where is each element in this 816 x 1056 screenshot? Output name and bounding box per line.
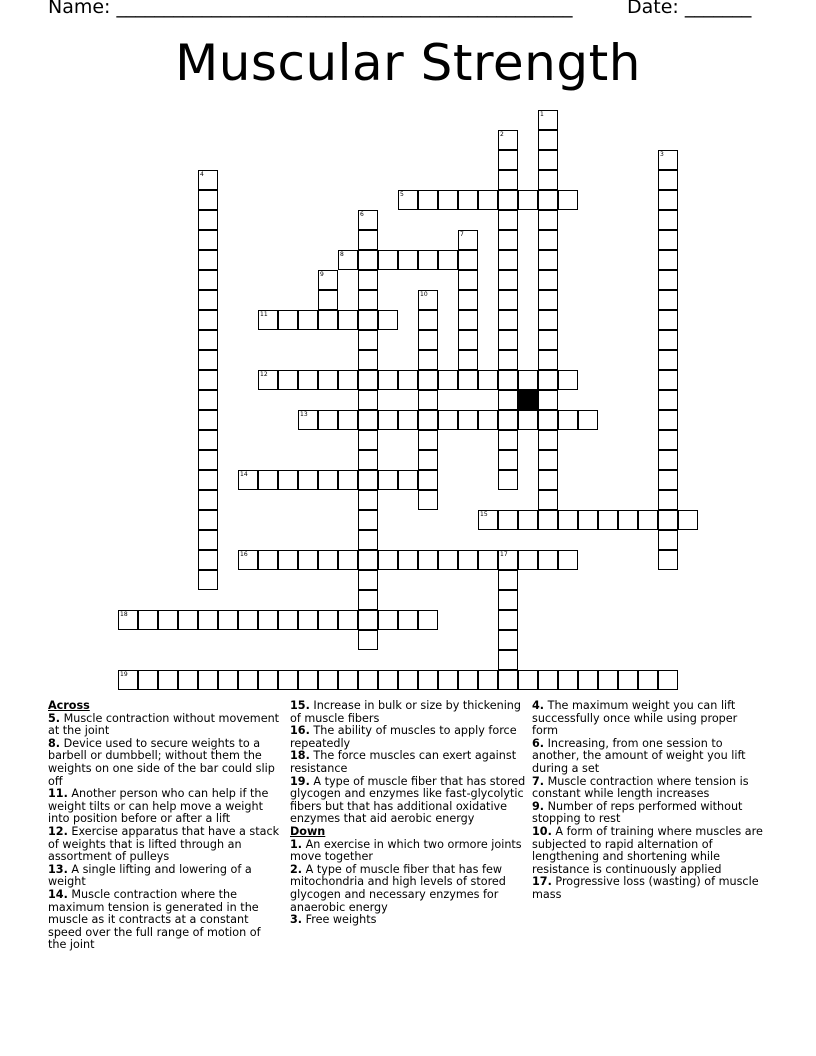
clue-number: 19	[120, 671, 128, 678]
down-clue-2: 2. A type of muscle fiber that has few mitochondria and high levels of stored glycogen and necessary enzymes for anaerobic energy	[290, 862, 506, 914]
grid-cell[interactable]	[198, 290, 218, 310]
grid-cell[interactable]	[298, 670, 318, 690]
grid-cell[interactable]	[518, 670, 538, 690]
grid-cell[interactable]	[358, 630, 378, 650]
across-heading: Across	[48, 699, 90, 712]
grid-cell[interactable]	[658, 190, 678, 210]
grid-cell[interactable]	[498, 310, 518, 330]
grid-cell[interactable]	[598, 670, 618, 690]
grid-cell[interactable]	[578, 510, 598, 530]
grid-cell[interactable]	[658, 250, 678, 270]
grid-cell[interactable]	[318, 370, 338, 390]
clue-number: 1	[540, 111, 544, 118]
grid-cell[interactable]	[498, 130, 518, 150]
grid-cell[interactable]	[498, 670, 518, 690]
grid-cell[interactable]	[198, 210, 218, 230]
grid-cell[interactable]	[558, 410, 578, 430]
grid-cell[interactable]	[418, 370, 438, 390]
grid-cell[interactable]	[498, 590, 518, 610]
clue-number: 16	[240, 551, 248, 558]
grid-cell[interactable]	[198, 410, 218, 430]
grid-cell[interactable]	[478, 370, 498, 390]
grid-cell[interactable]	[398, 670, 418, 690]
grid-cell[interactable]	[298, 550, 318, 570]
grid-cell[interactable]	[638, 510, 658, 530]
grid-cell[interactable]	[538, 250, 558, 270]
grid-cell[interactable]	[498, 350, 518, 370]
grid-cell[interactable]	[278, 370, 298, 390]
grid-cell[interactable]	[498, 630, 518, 650]
grid-cell[interactable]	[198, 610, 218, 630]
grid-cell[interactable]	[198, 670, 218, 690]
clue-number: 15	[480, 511, 488, 518]
grid-cell[interactable]	[658, 370, 678, 390]
grid-cell[interactable]	[658, 410, 678, 430]
grid-cell[interactable]	[498, 430, 518, 450]
grid-cell[interactable]	[318, 310, 338, 330]
down-clue-4: 4. The maximum weight you can lift successfully once while using proper form	[532, 699, 738, 738]
grid-cell[interactable]	[358, 350, 378, 370]
grid-cell[interactable]	[658, 150, 678, 170]
grid-cell[interactable]	[538, 130, 558, 150]
grid-cell[interactable]	[338, 470, 358, 490]
grid-cell[interactable]	[458, 350, 478, 370]
grid-cell[interactable]	[238, 670, 258, 690]
grid-cell[interactable]	[438, 190, 458, 210]
grid-cell[interactable]	[358, 430, 378, 450]
grid-cell[interactable]	[498, 230, 518, 250]
grid-cell[interactable]	[198, 470, 218, 490]
grid-cell[interactable]	[198, 190, 218, 210]
grid-cell[interactable]	[498, 270, 518, 290]
grid-cell[interactable]	[658, 310, 678, 330]
grid-cell[interactable]	[358, 390, 378, 410]
grid-cell[interactable]	[258, 610, 278, 630]
grid-cell[interactable]	[318, 470, 338, 490]
grid-cell[interactable]	[458, 190, 478, 210]
clue-number: 11	[260, 311, 268, 318]
grid-cell[interactable]	[418, 310, 438, 330]
grid-cell[interactable]	[358, 410, 378, 430]
grid-cell[interactable]	[158, 610, 178, 630]
grid-cell[interactable]	[358, 670, 378, 690]
grid-cell[interactable]	[498, 150, 518, 170]
grid-cell[interactable]	[658, 270, 678, 290]
grid-cell[interactable]	[478, 550, 498, 570]
grid-cell[interactable]	[198, 530, 218, 550]
clue-number: 6	[360, 211, 364, 218]
grid-cell[interactable]	[378, 250, 398, 270]
grid-cell[interactable]	[258, 470, 278, 490]
grid-cell[interactable]	[158, 670, 178, 690]
grid-cell[interactable]	[538, 310, 558, 330]
grid-cell[interactable]	[498, 370, 518, 390]
grid-cell[interactable]	[438, 410, 458, 430]
grid-cell[interactable]	[658, 330, 678, 350]
grid-cell[interactable]	[598, 510, 618, 530]
grid-cell[interactable]	[558, 550, 578, 570]
grid-cell[interactable]	[678, 510, 698, 530]
grid-cell[interactable]	[418, 330, 438, 350]
grid-cell[interactable]	[498, 190, 518, 210]
grid-cell[interactable]	[538, 370, 558, 390]
grid-cell[interactable]	[278, 310, 298, 330]
grid-cell[interactable]	[538, 470, 558, 490]
grid-cell[interactable]	[538, 150, 558, 170]
grid-cell[interactable]	[298, 310, 318, 330]
grid-cell[interactable]	[518, 550, 538, 570]
grid-cell[interactable]	[358, 510, 378, 530]
grid-cell[interactable]	[278, 550, 298, 570]
page-title: Muscular Strength	[175, 34, 641, 92]
grid-cell[interactable]	[298, 410, 318, 430]
across-clue-15: 15. Increase in bulk or size by thickening of muscle fibers	[290, 699, 521, 725]
grid-cell[interactable]	[518, 410, 538, 430]
grid-cell[interactable]	[398, 610, 418, 630]
clue-number: 2	[500, 131, 504, 138]
grid-cell[interactable]	[658, 530, 678, 550]
grid-cell[interactable]	[538, 670, 558, 690]
grid-cell[interactable]	[318, 290, 338, 310]
grid-cell[interactable]	[458, 370, 478, 390]
down-clue-17: 17. Progressive loss (wasting) of muscle mass	[532, 875, 759, 901]
grid-cell[interactable]	[538, 270, 558, 290]
grid-cell[interactable]	[338, 370, 358, 390]
grid-cell[interactable]	[578, 410, 598, 430]
grid-cell[interactable]	[338, 610, 358, 630]
grid-cell[interactable]	[458, 550, 478, 570]
grid-cell[interactable]	[538, 450, 558, 470]
grid-cell[interactable]	[198, 350, 218, 370]
grid-cell[interactable]	[258, 370, 278, 390]
grid-cell[interactable]	[438, 250, 458, 270]
grid-cell[interactable]	[298, 370, 318, 390]
grid-cell[interactable]	[458, 270, 478, 290]
across-clue-18: 18. The force muscles can exert against resistance	[290, 749, 517, 775]
grid-cell[interactable]	[298, 610, 318, 630]
clue-number: 9	[320, 271, 324, 278]
clue-number: 17	[500, 551, 508, 558]
grid-cell[interactable]	[238, 470, 258, 490]
grid-cell[interactable]	[358, 590, 378, 610]
grid-cell[interactable]	[538, 390, 558, 410]
grid-cell[interactable]	[358, 210, 378, 230]
grid-cell[interactable]	[198, 310, 218, 330]
grid-cell[interactable]	[358, 450, 378, 470]
clues-column-1	[48, 700, 280, 952]
grid-cell[interactable]	[618, 670, 638, 690]
grid-cell[interactable]	[378, 550, 398, 570]
grid-cell[interactable]	[198, 550, 218, 570]
grid-cell[interactable]	[498, 330, 518, 350]
grid-cell[interactable]	[498, 550, 518, 570]
grid-cell[interactable]	[198, 510, 218, 530]
down-clue-10: 10. A form of training where muscles are subjected to rapid alternation of lengthening and shortening while resistance is continuously applied	[532, 824, 763, 876]
grid-cell[interactable]	[358, 530, 378, 550]
grid-cell[interactable]	[178, 670, 198, 690]
grid-cell[interactable]	[498, 650, 518, 670]
grid-cell[interactable]	[418, 550, 438, 570]
grid-cell[interactable]	[198, 270, 218, 290]
grid-cell[interactable]	[458, 410, 478, 430]
grid-cell[interactable]	[458, 250, 478, 270]
grid-cell[interactable]	[478, 670, 498, 690]
grid-cell[interactable]	[658, 450, 678, 470]
grid-cell[interactable]	[358, 270, 378, 290]
grid-cell[interactable]	[218, 670, 238, 690]
grid-cell[interactable]	[358, 230, 378, 250]
grid-cell[interactable]	[198, 250, 218, 270]
grid-cell[interactable]	[478, 410, 498, 430]
grid-cell[interactable]	[458, 670, 478, 690]
grid-cell[interactable]	[418, 430, 438, 450]
grid-cell[interactable]	[258, 670, 278, 690]
grid-cell[interactable]	[318, 670, 338, 690]
grid-cell[interactable]	[218, 610, 238, 630]
grid-cell[interactable]	[398, 190, 418, 210]
clue-number: 18	[120, 611, 128, 618]
grid-cell[interactable]	[118, 610, 138, 630]
grid-cell[interactable]	[358, 250, 378, 270]
grid-cell[interactable]	[658, 430, 678, 450]
grid-cell[interactable]	[658, 490, 678, 510]
clue-number: 5	[400, 191, 404, 198]
grid-cell[interactable]	[438, 370, 458, 390]
grid-cell[interactable]	[358, 550, 378, 570]
grid-cell[interactable]	[198, 170, 218, 190]
grid-cell[interactable]	[498, 170, 518, 190]
grid-cell[interactable]	[138, 670, 158, 690]
grid-cell[interactable]	[198, 570, 218, 590]
clues-column-3	[532, 700, 764, 902]
grid-cell[interactable]	[418, 350, 438, 370]
grid-cell[interactable]	[118, 670, 138, 690]
across-clue-11: 11. Another person who can help if the weight tilts or can help move a weight into position before or after a lift	[48, 787, 269, 826]
grid-cell[interactable]	[398, 550, 418, 570]
grid-cell[interactable]	[278, 610, 298, 630]
grid-cell[interactable]	[658, 290, 678, 310]
grid-cell[interactable]	[358, 370, 378, 390]
grid-cell[interactable]	[658, 390, 678, 410]
grid-cell[interactable]	[378, 370, 398, 390]
grid-cell[interactable]	[418, 390, 438, 410]
grid-cell[interactable]	[418, 490, 438, 510]
grid-cell[interactable]	[458, 230, 478, 250]
grid-cell[interactable]	[358, 490, 378, 510]
down-clue-6: 6. Increasing, from one session to another, the amount of weight you lift during a set	[532, 736, 746, 775]
grid-cell[interactable]	[658, 670, 678, 690]
clue-number: 12	[260, 371, 268, 378]
across-clue-13: 13. A single lifting and lowering of a weight	[48, 862, 252, 889]
grid-cell[interactable]	[498, 210, 518, 230]
grid-cell[interactable]	[658, 170, 678, 190]
grid-cell[interactable]	[478, 510, 498, 530]
grid-cell[interactable]	[538, 490, 558, 510]
grid-cell[interactable]	[538, 430, 558, 450]
grid-cell[interactable]	[418, 250, 438, 270]
grid-cell[interactable]	[478, 190, 498, 210]
grid-cell[interactable]	[498, 250, 518, 270]
grid-cell[interactable]	[498, 570, 518, 590]
grid-cell[interactable]	[398, 410, 418, 430]
clue-number: 4	[200, 171, 204, 178]
across-clue-16: 16. The ability of muscles to apply force repeatedly	[290, 724, 517, 750]
across-clue-19: 19. A type of muscle fiber that has stored glycogen and enzymes like fast-glycolytic fibers but that has additional oxidative enzymes that aid aerobic energy	[290, 774, 526, 826]
grid-cell[interactable]	[418, 450, 438, 470]
grid-cell[interactable]	[438, 670, 458, 690]
grid-cell[interactable]	[378, 410, 398, 430]
grid-cell[interactable]	[558, 510, 578, 530]
grid-cell[interactable]	[238, 610, 258, 630]
grid-cell[interactable]	[538, 290, 558, 310]
grid-cell[interactable]	[318, 270, 338, 290]
grid-cell[interactable]	[538, 330, 558, 350]
grid-cell[interactable]	[458, 330, 478, 350]
grid-cell[interactable]	[538, 110, 558, 130]
grid-cell[interactable]	[418, 410, 438, 430]
grid-cell[interactable]	[538, 210, 558, 230]
grid-cell[interactable]	[418, 610, 438, 630]
grid-cell[interactable]	[358, 470, 378, 490]
grid-cell[interactable]	[418, 190, 438, 210]
grid-cell[interactable]	[338, 550, 358, 570]
grid-cell[interactable]	[498, 510, 518, 530]
grid-cell[interactable]	[518, 510, 538, 530]
grid-cell[interactable]	[418, 290, 438, 310]
grid-cell[interactable]	[378, 470, 398, 490]
grid-cell[interactable]	[538, 350, 558, 370]
name-field-label: Name: ________________________________________________	[48, 0, 573, 18]
grid-cell[interactable]	[538, 230, 558, 250]
grid-cell[interactable]	[198, 490, 218, 510]
down-clue-7: 7. Muscle contraction where tension is constant while length increases	[532, 774, 749, 801]
grid-cell[interactable]	[378, 610, 398, 630]
grid-cell[interactable]	[498, 450, 518, 470]
grid-cell[interactable]	[398, 470, 418, 490]
black-cell	[518, 390, 538, 410]
down-clue-3: 3. Free weights	[290, 913, 377, 927]
clue-number: 10	[420, 291, 428, 298]
grid-cell[interactable]	[198, 330, 218, 350]
grid-cell[interactable]	[618, 510, 638, 530]
grid-cell[interactable]	[338, 310, 358, 330]
grid-cell[interactable]	[658, 470, 678, 490]
grid-cell[interactable]	[558, 370, 578, 390]
grid-cell[interactable]	[338, 670, 358, 690]
grid-cell[interactable]	[658, 350, 678, 370]
grid-cell[interactable]	[378, 310, 398, 330]
grid-cell[interactable]	[518, 190, 538, 210]
grid-cell[interactable]	[418, 670, 438, 690]
across-clue-5: 5. Muscle contraction without movement at the joint	[48, 711, 280, 738]
grid-cell[interactable]	[338, 410, 358, 430]
grid-cell[interactable]	[658, 550, 678, 570]
grid-cell[interactable]	[318, 610, 338, 630]
clues-column-2	[290, 700, 526, 927]
clue-number: 8	[340, 251, 344, 258]
grid-cell[interactable]	[198, 370, 218, 390]
clue-number: 3	[660, 151, 664, 158]
grid-cell[interactable]	[538, 170, 558, 190]
across-clue-12: 12. Exercise apparatus that have a stack of weights that is lifted through an assortment of pulleys	[48, 824, 280, 864]
across-clue-14: 14. Muscle contraction where the maximum tension is generated in the muscle as it contracts at a constant speed over the full range of motion of the joint	[48, 887, 261, 952]
grid-cell[interactable]	[538, 510, 558, 530]
grid-cell[interactable]	[338, 250, 358, 270]
grid-cell[interactable]	[558, 670, 578, 690]
grid-cell[interactable]	[658, 230, 678, 250]
grid-cell[interactable]	[258, 550, 278, 570]
grid-cell[interactable]	[358, 330, 378, 350]
grid-cell[interactable]	[638, 670, 658, 690]
grid-cell[interactable]	[358, 310, 378, 330]
grid-cell[interactable]	[318, 410, 338, 430]
grid-cell[interactable]	[198, 450, 218, 470]
grid-cell[interactable]	[418, 470, 438, 490]
grid-cell[interactable]	[498, 410, 518, 430]
grid-cell[interactable]	[318, 550, 338, 570]
grid-cell[interactable]	[578, 670, 598, 690]
grid-cell[interactable]	[238, 550, 258, 570]
grid-cell[interactable]	[358, 610, 378, 630]
grid-cell[interactable]	[498, 390, 518, 410]
grid-cell[interactable]	[278, 470, 298, 490]
grid-cell[interactable]	[558, 190, 578, 210]
across-clue-8: 8. Device used to secure weights to a barbell or dumbbell; without them the weights on one side of the bar could slip off	[48, 736, 275, 788]
down-clue-9: 9. Number of reps performed without stopping to rest	[532, 799, 743, 826]
grid-cell[interactable]	[458, 310, 478, 330]
grid-cell[interactable]	[358, 570, 378, 590]
grid-cell[interactable]	[198, 230, 218, 250]
grid-cell[interactable]	[538, 190, 558, 210]
grid-cell[interactable]	[178, 610, 198, 630]
grid-cell[interactable]	[378, 670, 398, 690]
grid-cell[interactable]	[398, 250, 418, 270]
clue-number: 14	[240, 471, 248, 478]
grid-cell[interactable]	[538, 410, 558, 430]
grid-cell[interactable]	[298, 470, 318, 490]
grid-cell[interactable]	[358, 290, 378, 310]
grid-cell[interactable]	[658, 510, 678, 530]
down-heading: Down	[290, 824, 326, 838]
grid-cell[interactable]	[518, 370, 538, 390]
grid-cell[interactable]	[658, 210, 678, 230]
date-field-label: Date: _______	[627, 0, 752, 18]
grid-cell[interactable]	[458, 290, 478, 310]
grid-cell[interactable]	[258, 310, 278, 330]
grid-cell[interactable]	[498, 290, 518, 310]
grid-cell[interactable]	[498, 470, 518, 490]
grid-cell[interactable]	[198, 430, 218, 450]
grid-cell[interactable]	[198, 390, 218, 410]
grid-cell[interactable]	[278, 670, 298, 690]
grid-cell[interactable]	[438, 550, 458, 570]
down-clue-1: 1. An exercise in which two ormore joints move together	[290, 837, 522, 864]
grid-cell[interactable]	[138, 610, 158, 630]
grid-cell[interactable]	[498, 610, 518, 630]
clue-number: 7	[460, 231, 464, 238]
grid-cell[interactable]	[398, 370, 418, 390]
grid-cell[interactable]	[538, 550, 558, 570]
clue-number: 13	[300, 411, 308, 418]
